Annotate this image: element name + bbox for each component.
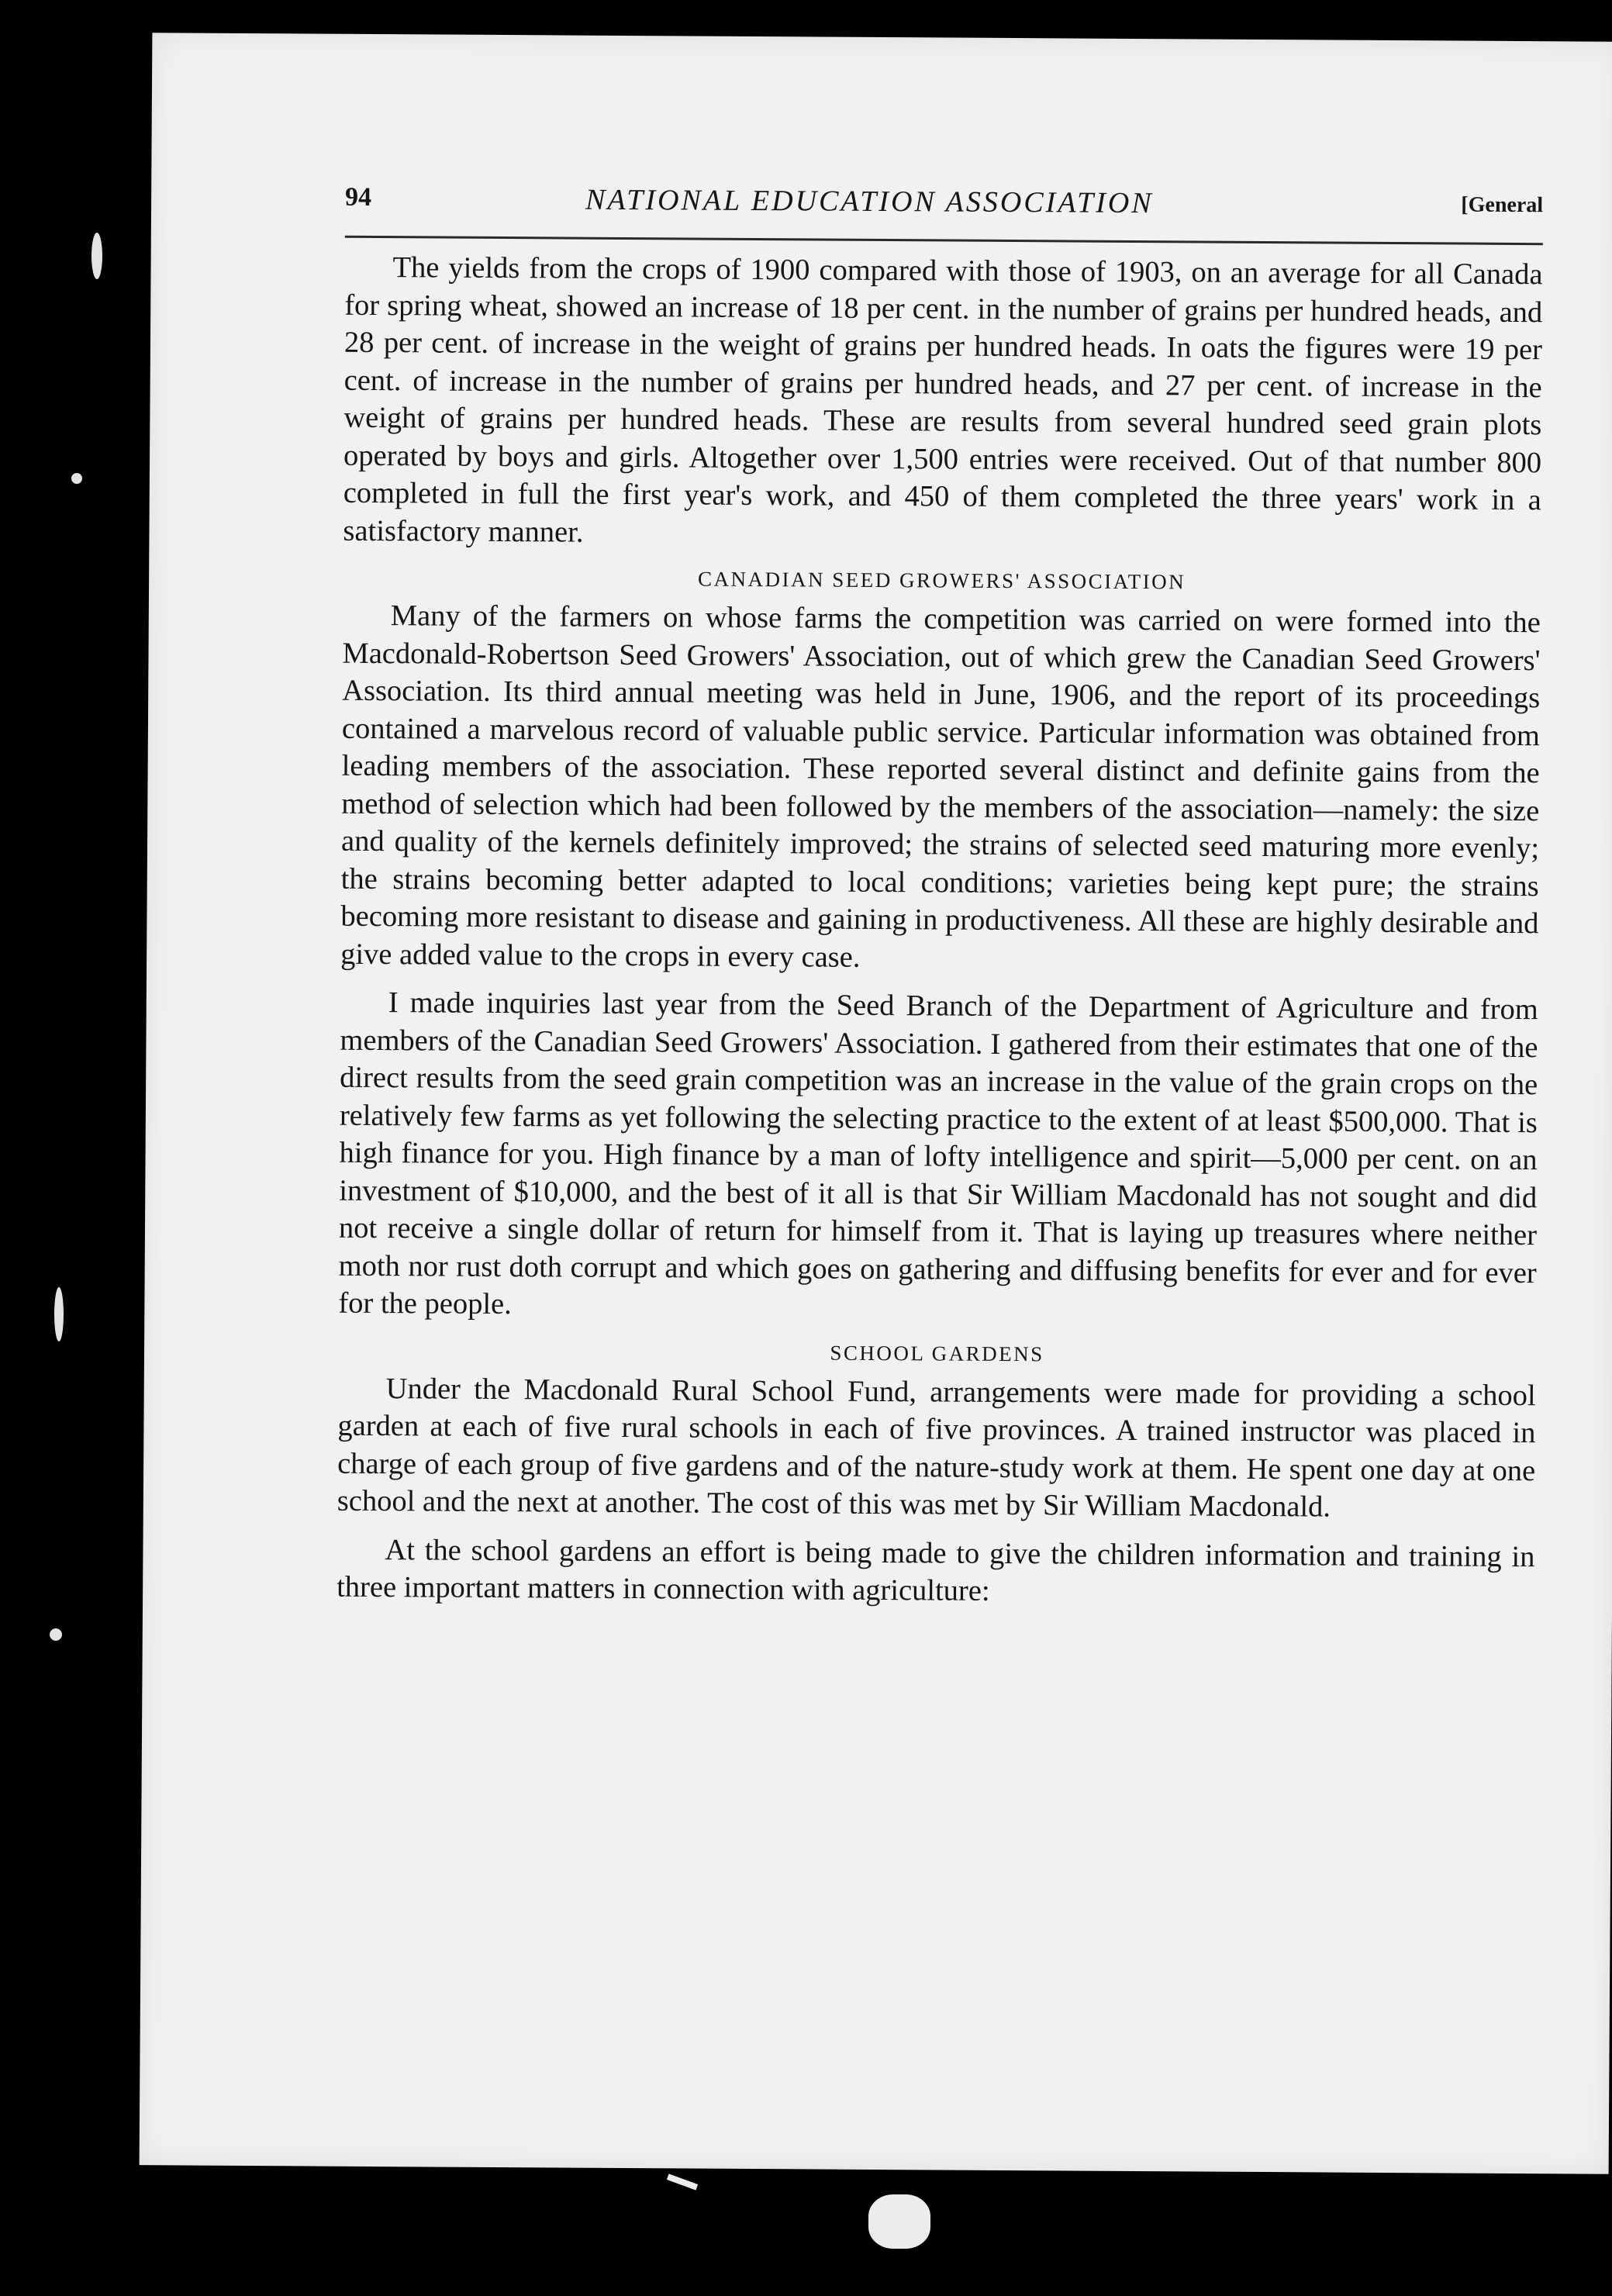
scan-speck — [50, 1628, 62, 1641]
paragraph: I made inquiries last year from the Seed Branch of the Department of Agriculture and from members of the Canadian Seed Growers' Association. I gathered from their estimates that one of the direct results from the seed grain competition was an increase in the value of the grain crops on the relatively few farms as yet following the selecting practice to the extent of at least $500,000. That is high finance for you. High finance by a man of lofty intelligence and spirit—5,000 per cent. on an investment of $10,000, and the best of it all is that Sir William Macdonald has not sought and did not receive a single dollar of return for himself from it. That is laying up treasures where neither moth nor rust doth corrupt and which goes on gathering and diffusing benefits for ever and for ever for the people. — [338, 986, 1538, 1321]
scan-speck — [54, 1287, 64, 1341]
section-heading: SCHOOL GARDENS — [830, 1341, 1044, 1366]
section-tag: [General — [1461, 192, 1544, 218]
paragraph: At the school gardens an effort is being made to give the children information and training in three important matters in connection with agriculture: — [337, 1533, 1535, 1607]
paragraph: The yields from the crops of 1900 compared with those of 1903, on an average for all Canada for spring wheat, showed an increase of 18 per cent. in the number of grains per hundred heads, and 28 per cent. of increase in the weight of grains per hundred heads. In oats the figures were 19 per cent. of increase in the number of grains per hundred heads, and 27 per cent. of increase in the weight of grains per hundred heads. These are results from several hundred seed grain plots operated by boys and girls. Altogether over 1,500 entries were received. Out of that number 800 completed in full the first year's work, and 450 of them completed the three years' work in a satisfactory manner. — [343, 251, 1543, 549]
section-heading: CANADIAN SEED GROWERS' ASSOCIATION — [697, 567, 1186, 594]
book-page — [140, 33, 1612, 2174]
paragraph: Under the Macdonald Rural School Fund, arrangements were made for providing a school garden at each of five rural schools in each of five provinces. A trained instructor was placed in charge of each group of five gardens and of the nature-study work at them. He spent one day at one school and the next at another. The cost of this was met by Sir William Macdonald. — [337, 1372, 1536, 1524]
paragraph: Many of the farmers on whose farms the competition was carried on were formed into the Macdonald-Robertson Seed Growers' Association, out of which grew the Canadian Seed Growers' Association. Its third annual meeting was held in June, 1906, and the report of its proceedings contained a marvelous record of valuable public service. Particular information was obtained from leading members of the association. These reported several distinct and definite gains from the method of selection which had been followed by the members of the association—namely: the size and quality of the kernels definitely improved; the strains of selected seed maturing more evenly; the strains becoming better adapted to local conditions; varieties being kept pure; the strains becoming more resistant to disease and gaining in productiveness. All these are highly desirable and give added value to the crops in every case. — [340, 599, 1541, 974]
page-content — [337, 181, 1543, 1614]
scan-speck — [71, 473, 82, 484]
page-number: 94 — [345, 182, 372, 212]
running-header — [345, 181, 1543, 245]
journal-title: NATIONAL EDUCATION ASSOCIATION — [585, 183, 1154, 220]
scan-debris — [868, 2194, 930, 2249]
scan-debris — [667, 2173, 698, 2190]
scan-speck — [91, 233, 102, 279]
